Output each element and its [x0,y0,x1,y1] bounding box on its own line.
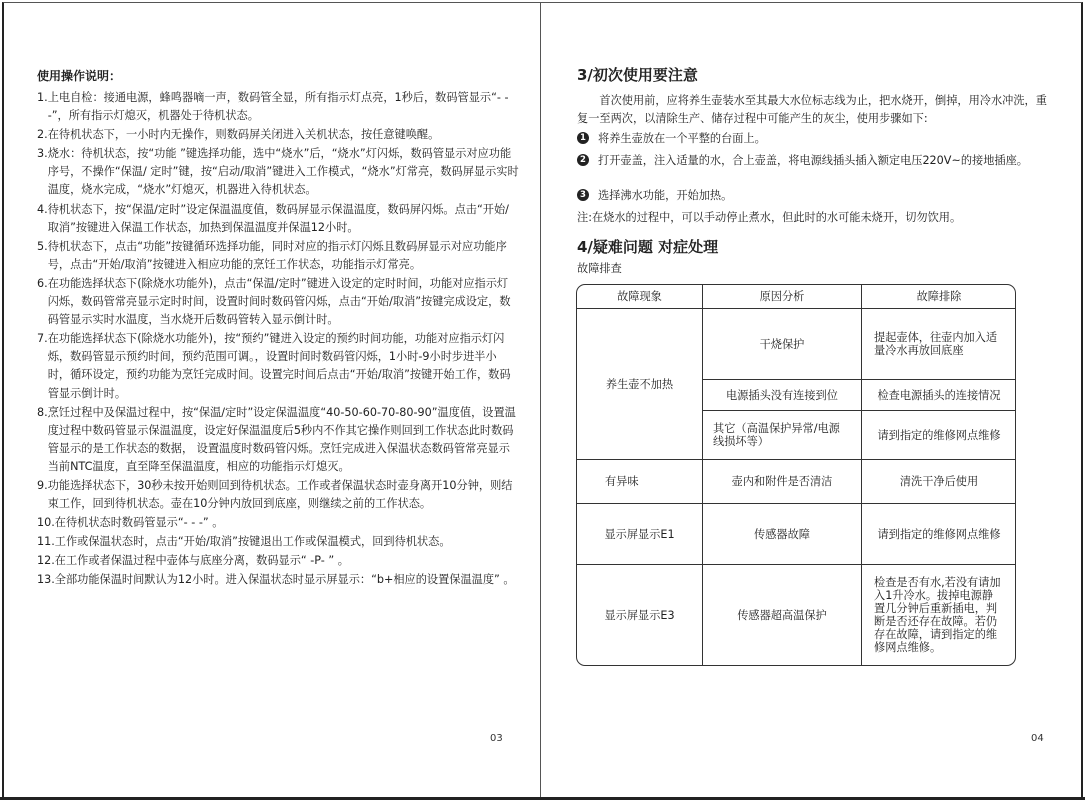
section-4-subtitle: 故障排查 [577,262,622,275]
instruction-text: 在待机状态下，一小时内无操作，则数码屏关闭进入关机状态，按任意键唤醒。 [47,128,440,142]
page-number-right: 04 [1031,733,1044,744]
instruction-text: 在功能选择状态下(除烧水功能外)，按“预约”键进入设定的预约时间功能，功能对应指示灯闪烁，数码管显示预约时间，预约范围可调。，设置时间时数码管闪烁，1小时-9小时步进半小时，循环设定，预约功能为烹饪完成时间。设置完时间后点击“开始/取消”按键开始工作，数码管显示倒计时。 [47,332,511,400]
table-header-symptom: 故障现象 [617,290,662,303]
table-cell-cause: 传感器超高温保护 [737,608,827,622]
instruction-text: 在待机状态时数码管显示“- - -” 。 [54,516,224,530]
safety-note: 注:在烧水的过程中，可以手动停止煮水，但此时的水可能未烧开，切勿饮用。 [577,211,962,224]
instruction-text: 功能选择状态下，30秒未按开始则回到待机状态。工作或者保温状态时壶身离开10分钟，则结束工作，回到待机状态。壶在10分钟内放回到底座，则继续之前的工作状态。 [47,478,513,511]
instruction-item [37,477,519,513]
instruction-text: 在功能选择状态下(除烧水功能外)，点击“保温/定时”键进入设定的定时时间，功能对应指示灯闪烁，数码管常亮显示定时时间，设置时间时数码管闪烁，点击“开始/取消”按键完成设定，数码管显示实时水温度，当水烧开后数码管转入显示倒计时。 [47,276,511,327]
instruction-text: 在工作或者保温过程中壶体与底座分离，数码显示“ -P- ” 。 [54,554,349,568]
table-cell-fix: 请到指定的维修网点维修 [877,428,1001,442]
instruction-text: 烧水：待机状态，按“功能 ”键选择功能，选中“烧水”后，“烧水”灯闪烁，数码管显示对应功能序号，不操作“保温/ 定时”键，按“启动/取消”键进入工作模式，“烧水”灯常亮，数码屏显示实时温度，烧水完成，“烧水”灯熄灭，机器进入待机状态。 [47,147,519,197]
instruction-number: 4. [37,202,48,216]
table-cell-fix: 检查是否有水,若没有请加入1升冷水。拔掉电源静置几分钟后重新插电，判断是否还存在故障。若仍存在故障，请到指定的维修网点维修。 [874,576,1001,654]
instruction-number: 9. [37,478,48,492]
section-4-title: 4/疑难问题 对症处理 [577,238,719,256]
instruction-number: 2. [37,128,48,142]
instruction-number: 1. [37,91,48,104]
table-cell-cause: 电源插头没有连接到位 [726,388,838,402]
instruction-number: 12. [37,554,55,568]
instruction-item [37,145,519,199]
instruction-number: 11. [37,535,55,549]
table-cell-fix: 提起壶体，往壶内加入适量冷水再放回底座 [874,331,998,357]
table-cell-cause: 干烧保护 [759,337,805,351]
instruction-text: 烹饪过程中及保温过程中，按“保温/定时”设定保温温度“40-50-60-70-80-90”温度值，设置温度过程中数码管显示保温温度，设定好保温温度后5秒内不作其它操作则回到工作状态此时数码管显示的是工作状态的数据， 设置温度时数码管闪烁。烹饪完成进入保温状态数码管常亮显示当前NTC温度，直至降至保温温度，相应的功能指示灯熄灭。 [47,405,516,473]
instruction-item [37,330,519,402]
instruction-item [37,201,519,237]
section-3-title: 3/初次使用要注意 [577,66,698,84]
instruction-number: 13. [37,573,55,587]
step-text: 选择沸水功能，开始加热。 [598,189,733,202]
table-cell-cause: 传感器故障 [754,527,810,541]
step-number-icon: 3 [577,189,589,201]
table-header-cause: 原因分析 [759,290,805,303]
step-2 [577,152,1052,169]
instruction-item [37,533,519,551]
instruction-item [37,571,519,589]
troubleshooting-table [576,284,1016,666]
table-cell-fix: 清洗干净后使用 [899,475,979,488]
step-number-icon: 1 [577,132,589,144]
step-text: 将养生壶放在一个平整的台面上。 [598,132,766,145]
page-number-left: 03 [490,733,503,744]
instruction-text: 全部功能保温时间默认为12小时。进入保温状态时显示屏显示：“b+相应的设置保温温度” 。 [54,573,515,587]
table-cell-symptom: 显示屏显示E1 [604,527,675,541]
instruction-item [37,238,519,274]
table-cell-symptom: 显示屏显示E3 [604,608,675,622]
instruction-text: 工作或保温状态时，点击“开始/取消”按键退出工作或保温模式，回到待机状态。 [54,535,451,549]
instruction-number: 8. [37,405,48,419]
instruction-item [37,514,519,532]
table-cell-cause: 其它（高温保护异常/电源线损坏等） [713,422,840,448]
instructions-list [37,89,519,591]
table-cell-cause: 壶内和附件是否清洁 [731,475,833,488]
instruction-number: 3. [37,147,48,161]
table-cell-fix: 请到指定的维修网点维修 [877,527,1001,541]
instruction-item [37,126,519,144]
table-cell-symptom: 养生壶不加热 [605,377,674,391]
step-3 [577,187,1052,204]
table-cell-symptom: 有异味 [605,475,639,488]
table-header-fix: 故障排除 [916,290,962,303]
table-cell-fix: 检查电源插头的连接情况 [877,388,1001,402]
step-text: 打开壶盖，注入适量的水，合上壶盖，将电源线插头插入额定电压220V~的接地插座。 [598,154,1028,167]
instruction-text: 待机状态下，点击“功能”按键循环选择功能，同时对应的指示灯闪烁且数码屏显示对应功能序号，点击“开始/取消”按键进入相应功能的烹饪工作状态，功能指示灯常亮。 [47,239,507,271]
instruction-text: 待机状态下，按“保温/定时”设定保温温度值，数码屏显示保温温度，数码屏闪烁。点击“开始/取消”按键进入保温工作状态，加热到保温温度并保温12小时。 [47,202,509,234]
instruction-number: 10. [37,516,55,530]
instruction-text: 上电自检：接通电源，蜂鸣器嘀一声，数码管全显，所有指示灯点亮，1秒后，数码管显示“- - -”，所有指示灯熄灭，机器处于待机状态。 [47,91,509,123]
instructions-title: 使用操作说明： [37,69,122,83]
instruction-number: 7. [37,332,48,346]
instruction-item [37,552,519,570]
section-3-intro: 首次使用前，应将养生壶装水至其最大水位标志线为止，把水烧开，倒掉，用冷水冲洗，重复一至两次，以清除生产、储存过程中可能产生的灰尘，使用步骤如下: [577,94,1047,125]
instruction-item [37,89,519,125]
instruction-number: 6. [37,276,48,290]
step-number-icon: 2 [577,154,589,166]
step-1 [577,130,1052,147]
instruction-item [37,404,519,476]
instruction-number: 5. [37,239,48,253]
instruction-item [37,275,519,329]
